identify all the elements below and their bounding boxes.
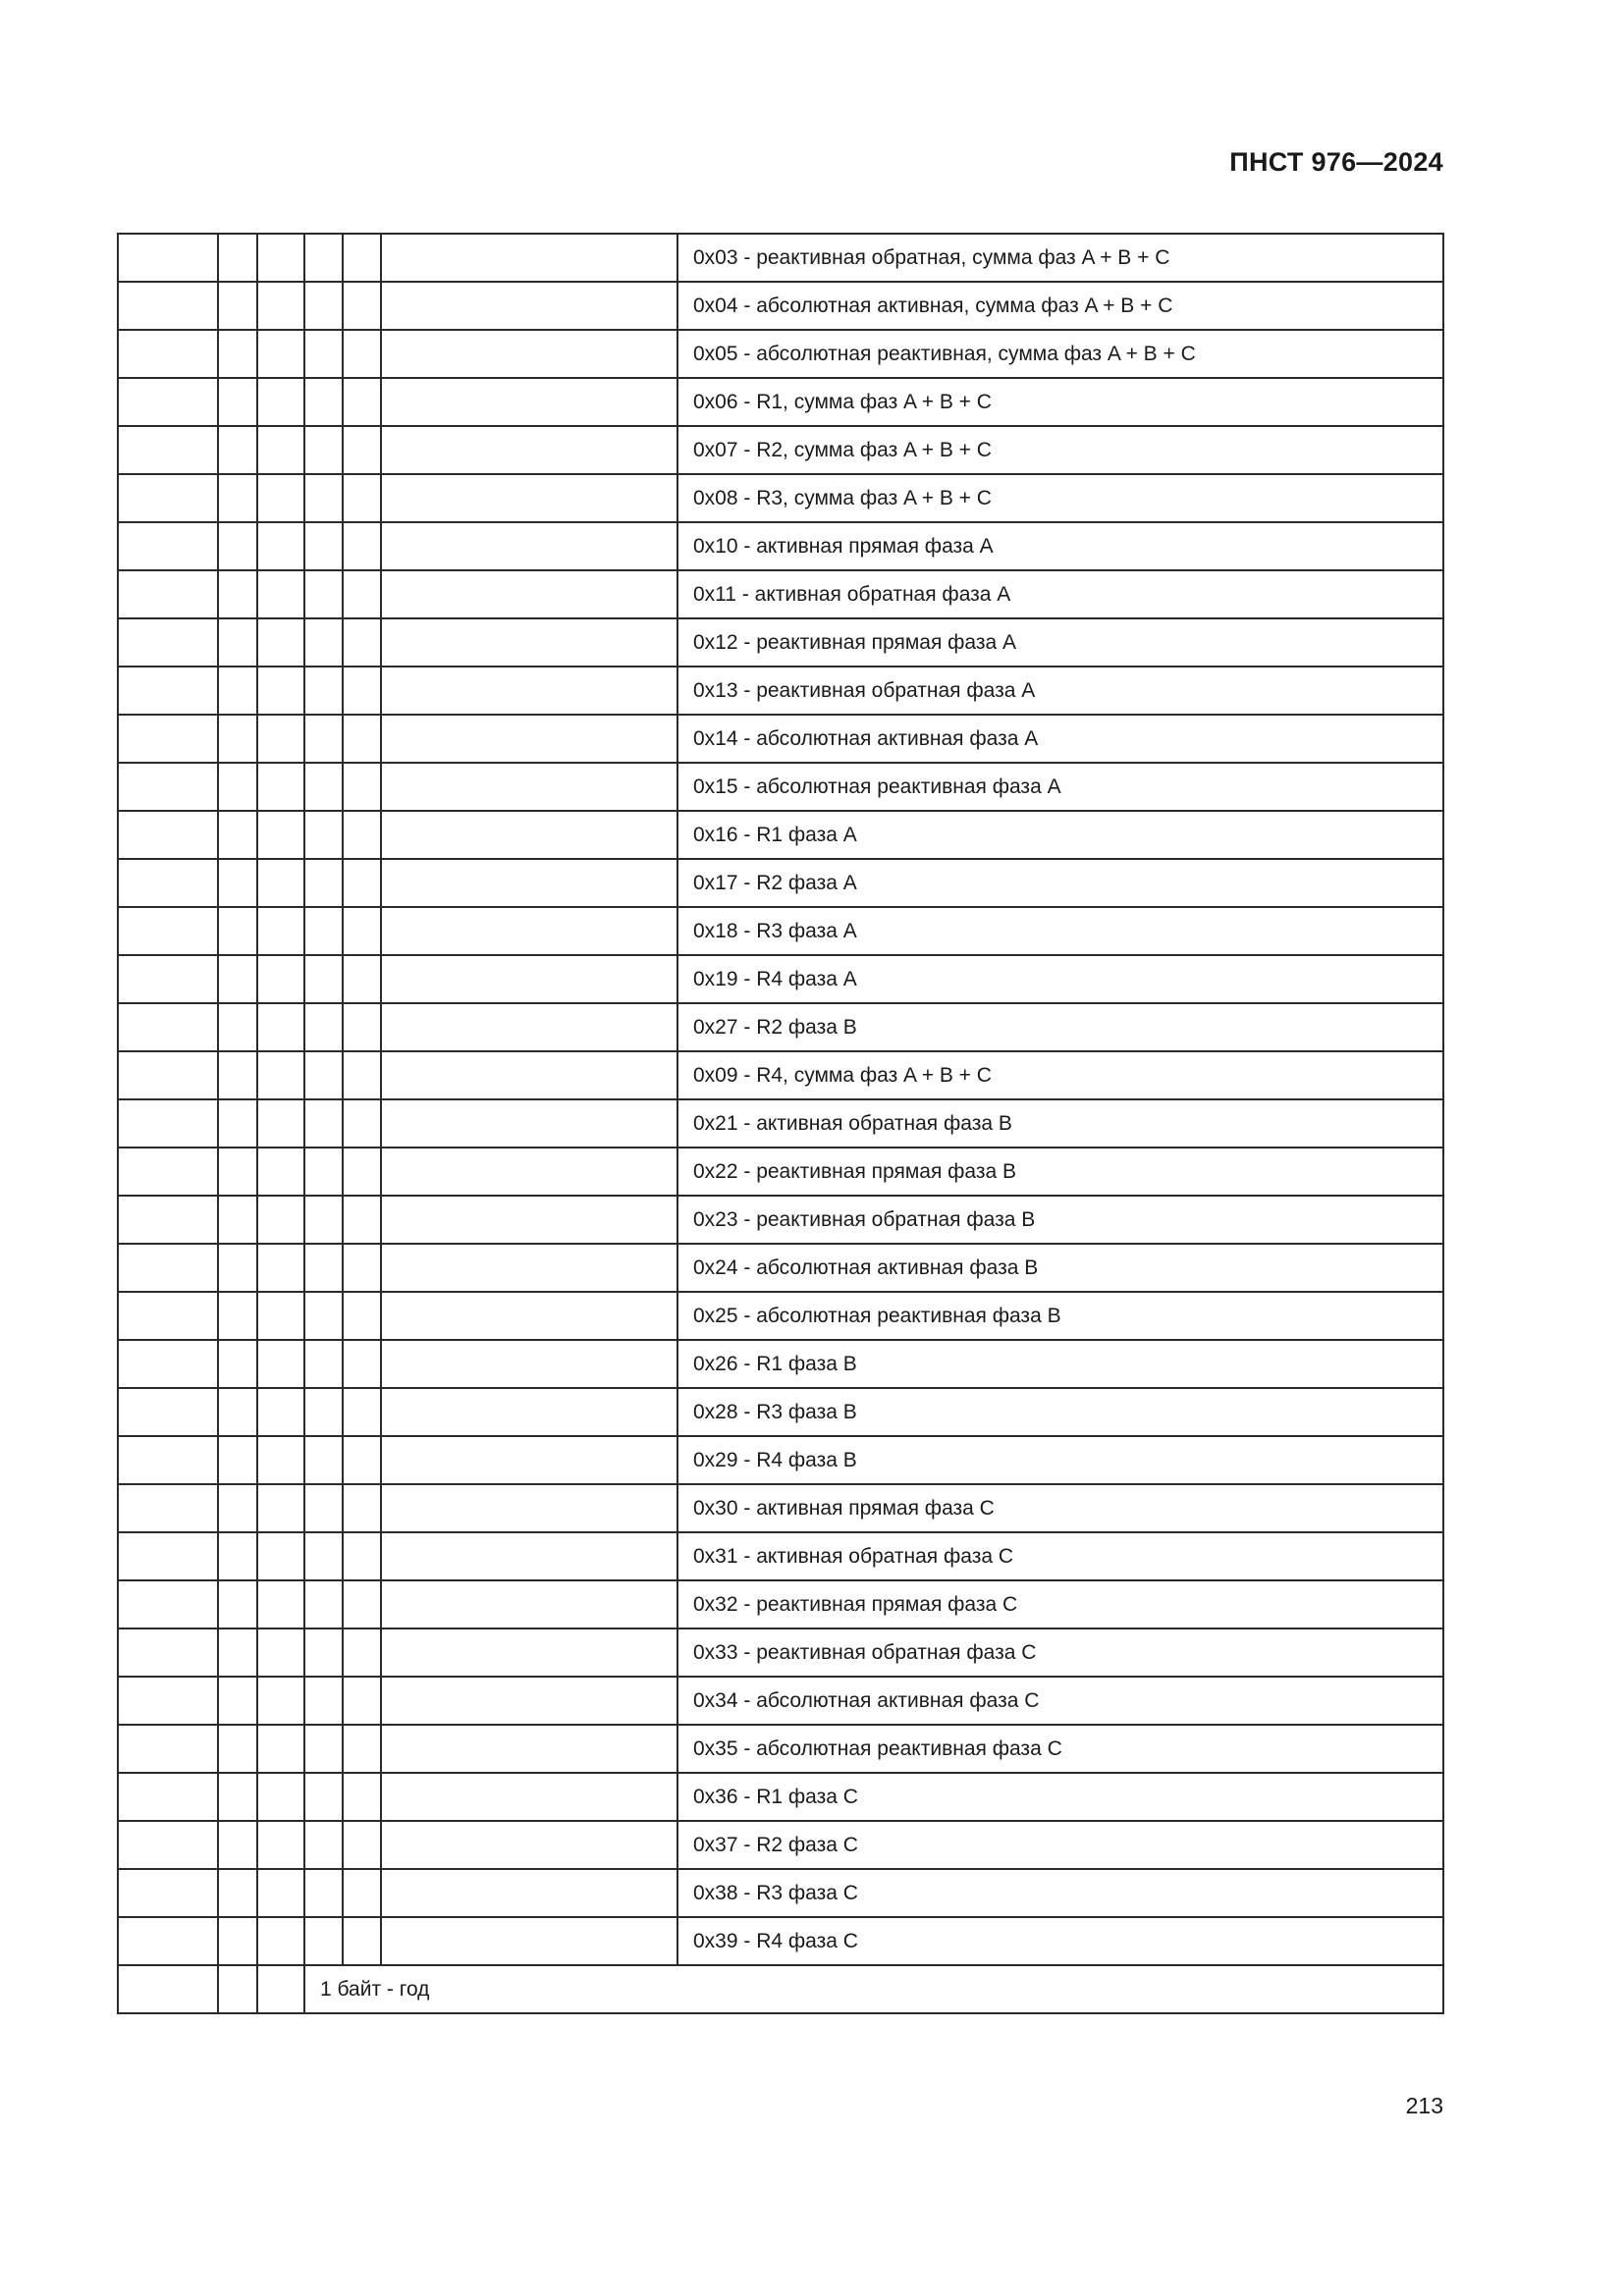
empty-cell [118,1340,218,1388]
code-description-cell: 0x34 - абсолютная активная фаза C [677,1677,1443,1725]
code-description-cell: 0x15 - абсолютная реактивная фаза A [677,763,1443,811]
empty-cell [218,282,257,330]
empty-cell [118,1436,218,1484]
table-row [118,715,1443,763]
code-description-cell: 0x03 - реактивная обратная, сумма фаз A + B + C [677,234,1443,282]
empty-cell [343,1051,381,1099]
empty-cell [304,1821,343,1869]
empty-cell [218,570,257,618]
empty-cell [118,1099,218,1148]
empty-cell [257,1869,304,1917]
empty-cell [381,955,677,1003]
table-row [118,282,1443,330]
empty-cell [118,378,218,426]
empty-cell [118,1725,218,1773]
empty-cell [304,859,343,907]
table-row [118,1677,1443,1725]
empty-cell [343,1629,381,1677]
empty-cell [343,570,381,618]
table-row [118,1629,1443,1677]
empty-cell [343,1532,381,1580]
table-row [118,1148,1443,1196]
empty-cell [218,1725,257,1773]
empty-cell [343,618,381,667]
empty-cell [381,570,677,618]
empty-cell [381,426,677,474]
code-description-cell: 0x12 - реактивная прямая фаза A [677,618,1443,667]
empty-cell [304,1051,343,1099]
empty-cell [304,1148,343,1196]
table-row [118,1773,1443,1821]
empty-cell [257,1196,304,1244]
code-description-cell: 0x09 - R4, сумма фаз A + B + C [677,1051,1443,1099]
empty-cell [343,1821,381,1869]
empty-cell [257,618,304,667]
empty-cell [118,763,218,811]
empty-cell [257,1725,304,1773]
empty-cell [304,1677,343,1725]
empty-cell [118,1484,218,1532]
code-description-cell: 0x24 - абсолютная активная фаза B [677,1244,1443,1292]
empty-cell [381,667,677,715]
empty-cell [343,1003,381,1051]
empty-cell [381,1051,677,1099]
empty-cell [381,282,677,330]
table-row [118,667,1443,715]
empty-cell [257,763,304,811]
empty-cell [304,570,343,618]
table-row [118,1917,1443,1965]
empty-cell [343,1340,381,1388]
empty-cell [218,1965,257,2013]
empty-cell [218,763,257,811]
empty-cell [381,1821,677,1869]
empty-cell [381,1003,677,1051]
empty-cell [343,1917,381,1965]
empty-cell [381,811,677,859]
empty-cell [218,811,257,859]
empty-cell [257,1773,304,1821]
table-row [118,522,1443,570]
empty-cell [218,1099,257,1148]
empty-cell [118,1148,218,1196]
empty-cell [304,1869,343,1917]
empty-cell [304,1003,343,1051]
empty-cell [304,1532,343,1580]
empty-cell [304,1436,343,1484]
empty-cell [343,282,381,330]
empty-cell [218,330,257,378]
empty-cell [218,1003,257,1051]
empty-cell [218,474,257,522]
code-description-cell: 0x22 - реактивная прямая фаза B [677,1148,1443,1196]
empty-cell [304,1388,343,1436]
empty-cell [218,1292,257,1340]
empty-cell [118,426,218,474]
empty-cell [118,234,218,282]
empty-cell [218,1677,257,1725]
empty-cell [304,522,343,570]
empty-cell [381,522,677,570]
empty-cell [343,1436,381,1484]
empty-cell [343,1196,381,1244]
empty-cell [381,1244,677,1292]
empty-cell [304,1773,343,1821]
empty-cell [381,1677,677,1725]
empty-cell [218,522,257,570]
empty-cell [381,1532,677,1580]
table-row [118,1051,1443,1099]
table-row [118,426,1443,474]
empty-cell [304,715,343,763]
empty-cell [381,1773,677,1821]
empty-cell [304,618,343,667]
empty-cell [218,378,257,426]
empty-cell [118,811,218,859]
code-description-cell: 0x07 - R2, сумма фаз A + B + C [677,426,1443,474]
empty-cell [118,1677,218,1725]
empty-cell [381,1292,677,1340]
empty-cell [118,1051,218,1099]
table-row [118,763,1443,811]
code-description-cell: 0x26 - R1 фаза B [677,1340,1443,1388]
code-description-cell: 0x14 - абсолютная активная фаза A [677,715,1443,763]
empty-cell [343,378,381,426]
empty-cell [304,955,343,1003]
empty-cell [343,1869,381,1917]
table-body [118,234,1443,2013]
empty-cell [257,811,304,859]
table-row [118,1580,1443,1629]
empty-cell [118,1196,218,1244]
empty-cell [343,1148,381,1196]
empty-cell [218,618,257,667]
empty-cell [304,1484,343,1532]
code-description-cell: 0x06 - R1, сумма фаз A + B + C [677,378,1443,426]
empty-cell [257,474,304,522]
empty-cell [218,1917,257,1965]
empty-cell [381,1580,677,1629]
empty-cell [381,907,677,955]
empty-cell [218,1148,257,1196]
empty-cell [343,1244,381,1292]
empty-cell [304,1580,343,1629]
table-row [118,1725,1443,1773]
empty-cell [343,1292,381,1340]
empty-cell [118,330,218,378]
empty-cell [381,330,677,378]
table-row [118,1821,1443,1869]
empty-cell [218,1532,257,1580]
empty-cell [257,667,304,715]
empty-cell [304,1292,343,1340]
empty-cell [381,1196,677,1244]
code-description-cell: 0x35 - абсолютная реактивная фаза C [677,1725,1443,1773]
table-row [118,1003,1443,1051]
code-description-cell: 0x36 - R1 фаза C [677,1773,1443,1821]
empty-cell [343,1484,381,1532]
table-row [118,1388,1443,1436]
empty-cell [257,1629,304,1677]
code-description-cell: 0x16 - R1 фаза A [677,811,1443,859]
table-row [118,618,1443,667]
empty-cell [257,1580,304,1629]
empty-cell [381,1340,677,1388]
code-description-cell: 0x04 - абсолютная активная, сумма фаз A + B + C [677,282,1443,330]
empty-cell [304,763,343,811]
empty-cell [381,618,677,667]
empty-cell [257,1051,304,1099]
empty-cell [257,859,304,907]
empty-cell [257,426,304,474]
table-row [118,474,1443,522]
empty-cell [257,1340,304,1388]
table-row [118,811,1443,859]
empty-cell [304,330,343,378]
code-description-cell: 0x39 - R4 фаза C [677,1917,1443,1965]
empty-cell [304,1629,343,1677]
empty-cell [343,1773,381,1821]
year-byte-cell: 1 байт - год [304,1965,1443,2013]
code-description-cell: 0x37 - R2 фаза C [677,1821,1443,1869]
code-description-cell: 0x28 - R3 фаза B [677,1388,1443,1436]
empty-cell [218,1388,257,1436]
empty-cell [304,1196,343,1244]
empty-cell [257,1099,304,1148]
code-description-cell: 0x18 - R3 фаза A [677,907,1443,955]
empty-cell [218,667,257,715]
empty-cell [304,1725,343,1773]
empty-cell [118,618,218,667]
empty-cell [218,1773,257,1821]
empty-cell [118,1821,218,1869]
empty-cell [218,1340,257,1388]
empty-cell [257,1532,304,1580]
empty-cell [118,907,218,955]
empty-cell [343,474,381,522]
empty-cell [343,859,381,907]
empty-cell [343,1099,381,1148]
empty-cell [257,1917,304,1965]
empty-cell [381,1484,677,1532]
table-row [118,570,1443,618]
empty-cell [257,378,304,426]
empty-cell [257,1244,304,1292]
empty-cell [343,1725,381,1773]
empty-cell [118,859,218,907]
empty-cell [218,1580,257,1629]
empty-cell [118,1532,218,1580]
empty-cell [118,1773,218,1821]
empty-cell [343,1388,381,1436]
empty-cell [304,378,343,426]
empty-cell [218,1629,257,1677]
empty-cell [343,907,381,955]
empty-cell [218,1821,257,1869]
empty-cell [304,426,343,474]
empty-cell [257,1965,304,2013]
code-description-cell: 0x29 - R4 фаза B [677,1436,1443,1484]
empty-cell [304,1340,343,1388]
empty-cell [118,667,218,715]
code-description-cell: 0x11 - активная обратная фаза A [677,570,1443,618]
empty-cell [118,1869,218,1917]
code-description-cell: 0x08 - R3, сумма фаз A + B + C [677,474,1443,522]
table-row [118,1869,1443,1917]
code-description-cell: 0x21 - активная обратная фаза B [677,1099,1443,1148]
empty-cell [381,1099,677,1148]
empty-cell [381,1436,677,1484]
empty-cell [343,763,381,811]
empty-cell [304,907,343,955]
empty-cell [218,1484,257,1532]
code-description-cell: 0x23 - реактивная обратная фаза B [677,1196,1443,1244]
code-description-cell: 0x38 - R3 фаза C [677,1869,1443,1917]
document-id: ПНСТ 976—2024 [1229,147,1443,177]
empty-cell [257,1821,304,1869]
code-description-cell: 0x30 - активная прямая фаза C [677,1484,1443,1532]
empty-cell [118,1629,218,1677]
empty-cell [381,1917,677,1965]
empty-cell [218,234,257,282]
empty-cell [304,282,343,330]
empty-cell [343,330,381,378]
empty-cell [118,715,218,763]
empty-cell [257,715,304,763]
empty-cell [218,1869,257,1917]
empty-cell [257,282,304,330]
table-row [118,1340,1443,1388]
empty-cell [257,1484,304,1532]
empty-cell [257,1677,304,1725]
empty-cell [381,1388,677,1436]
table-row [118,1484,1443,1532]
empty-cell [118,1965,218,2013]
empty-cell [257,234,304,282]
empty-cell [118,1292,218,1340]
empty-cell [218,1196,257,1244]
empty-cell [218,715,257,763]
empty-cell [118,1917,218,1965]
empty-cell [304,1244,343,1292]
empty-cell [381,1869,677,1917]
table-row [118,1292,1443,1340]
empty-cell [257,330,304,378]
empty-cell [343,955,381,1003]
empty-cell [257,522,304,570]
empty-cell [304,811,343,859]
empty-cell [304,474,343,522]
code-description-cell: 0x10 - активная прямая фаза A [677,522,1443,570]
empty-cell [218,907,257,955]
empty-cell [118,522,218,570]
table-row [118,907,1443,955]
code-description-cell: 0x25 - абсолютная реактивная фаза B [677,1292,1443,1340]
empty-cell [381,763,677,811]
page-number: 213 [1405,2093,1443,2118]
empty-cell [343,1580,381,1629]
empty-cell [381,378,677,426]
table-row [118,1099,1443,1148]
code-description-cell: 0x31 - активная обратная фаза C [677,1532,1443,1580]
empty-cell [257,1436,304,1484]
empty-cell [257,1388,304,1436]
empty-cell [118,282,218,330]
empty-cell [304,1917,343,1965]
table-row [118,378,1443,426]
empty-cell [118,1388,218,1436]
code-description-cell: 0x33 - реактивная обратная фаза C [677,1629,1443,1677]
empty-cell [381,234,677,282]
code-description-cell: 0x32 - реактивная прямая фаза C [677,1580,1443,1629]
table-row [118,330,1443,378]
empty-cell [343,811,381,859]
empty-cell [343,522,381,570]
empty-cell [343,1677,381,1725]
empty-cell [118,1580,218,1629]
empty-cell [218,955,257,1003]
empty-cell [381,1148,677,1196]
empty-cell [257,955,304,1003]
empty-cell [218,426,257,474]
empty-cell [218,1051,257,1099]
empty-cell [381,859,677,907]
empty-cell [257,907,304,955]
empty-cell [343,715,381,763]
empty-cell [343,667,381,715]
empty-cell [381,474,677,522]
table-row-last [118,1965,1443,2013]
empty-cell [118,955,218,1003]
code-description-cell: 0x05 - абсолютная реактивная, сумма фаз A + B + C [677,330,1443,378]
empty-cell [118,474,218,522]
empty-cell [343,426,381,474]
empty-cell [304,1099,343,1148]
code-description-cell: 0x17 - R2 фаза A [677,859,1443,907]
empty-cell [218,1436,257,1484]
table-row [118,955,1443,1003]
empty-cell [381,1725,677,1773]
table-row [118,1196,1443,1244]
table-row [118,1532,1443,1580]
empty-cell [257,1148,304,1196]
empty-cell [218,1244,257,1292]
table-row [118,859,1443,907]
table-row [118,1244,1443,1292]
empty-cell [257,1003,304,1051]
empty-cell [381,715,677,763]
table-row [118,234,1443,282]
empty-cell [218,859,257,907]
empty-cell [118,1003,218,1051]
empty-cell [381,1629,677,1677]
data-table [117,233,1444,2014]
empty-cell [343,234,381,282]
empty-cell [118,1244,218,1292]
code-description-cell: 0x13 - реактивная обратная фаза A [677,667,1443,715]
empty-cell [118,570,218,618]
code-description-cell: 0x19 - R4 фаза A [677,955,1443,1003]
empty-cell [304,234,343,282]
code-description-cell: 0x27 - R2 фаза B [677,1003,1443,1051]
table-row [118,1436,1443,1484]
empty-cell [304,667,343,715]
empty-cell [257,570,304,618]
empty-cell [257,1292,304,1340]
